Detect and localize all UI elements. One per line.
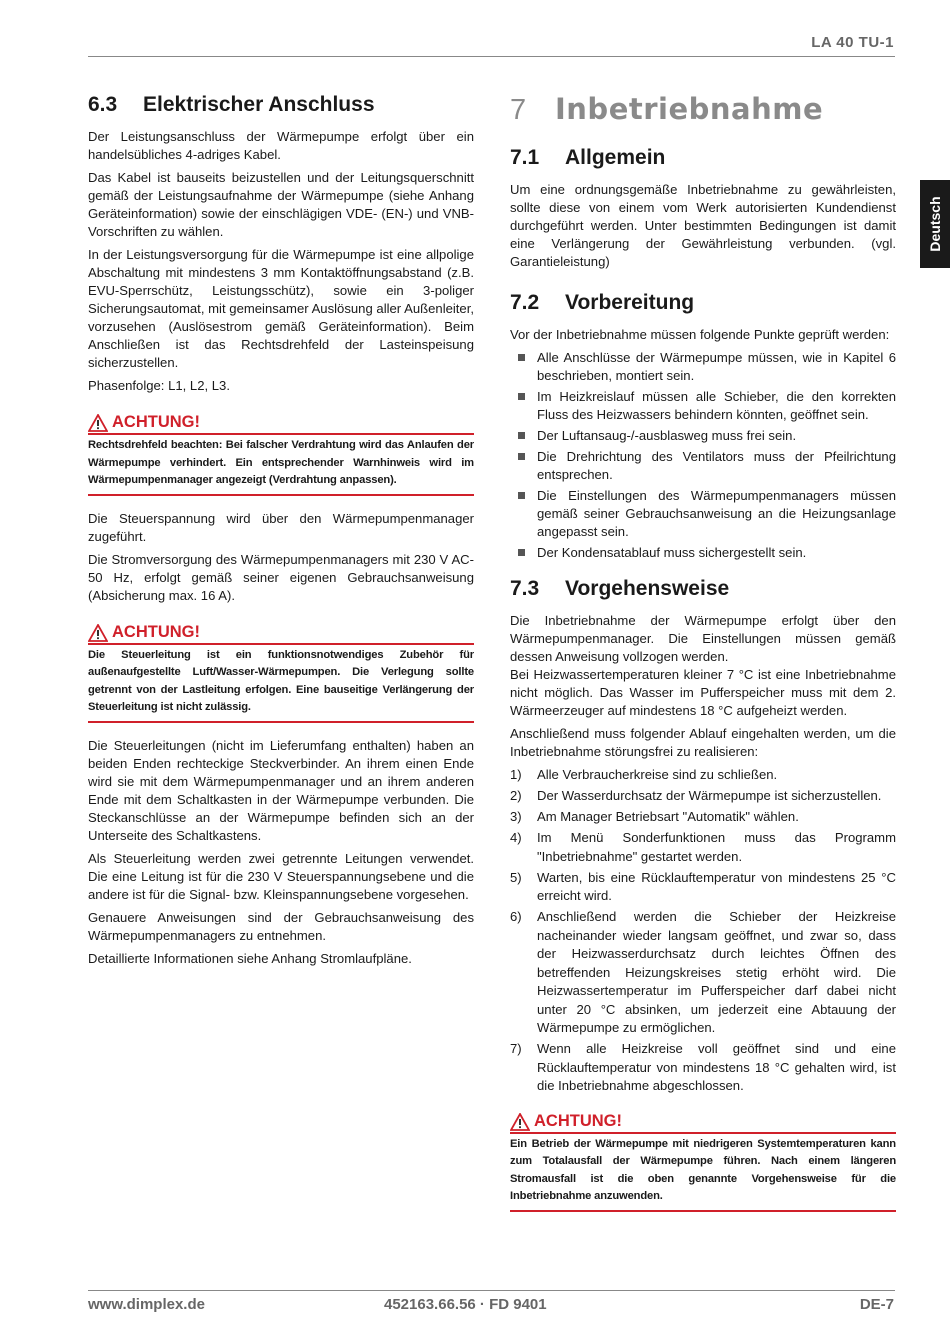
warning-title: ACHTUNG! bbox=[112, 622, 200, 641]
list-item bbox=[510, 808, 896, 827]
paragraph: Das Kabel ist bauseits beizustellen und der Leitungsquerschnitt gemäß der Leistungsaufnahme der Wärmepumpe (siehe Anhang Geräteinformation) sowie der einschlägigen VDE- (EN-) und VNB-Vorschriften zu wählen. bbox=[88, 170, 474, 239]
step-number: 1) bbox=[510, 767, 522, 782]
list-item-text: Alle Anschlüsse der Wärmepumpe müssen, wie in Kapitel 6 beschrieben, montiert sein. bbox=[537, 350, 896, 383]
footer-page-number: DE-7 bbox=[859, 1296, 894, 1313]
warning-title: ACHTUNG! bbox=[112, 413, 200, 431]
paragraph: Als Steuerleitung werden zwei getrennte Leitungen verwendet. Die eine Leitung ist für die 230 V Steuerspannungsebene und die andere ist für die Signal- bzw. Kleinspannungsebene vorgesehen. bbox=[88, 850, 474, 902]
square-bullet-icon bbox=[518, 393, 525, 400]
step-text: Wenn alle Heizkreise voll geöffnet sind und eine Rücklauftemperatur von mindestens 18 °C gehalten wird, ist die Inbetriebnahme abgeschlossen. bbox=[537, 1041, 896, 1093]
list-item bbox=[510, 349, 896, 385]
paragraph: Die Stromversorgung des Wärmepumpenmanagers mit 230 V AC-50 Hz, erfolgt gemäß seiner eigenen Gebrauchsanweisung (Absicherung max. 16 A). bbox=[88, 551, 474, 603]
step-number: 2) bbox=[510, 788, 522, 803]
section-number: 7.1 bbox=[510, 146, 540, 169]
step-text: Alle Verbraucherkreise sind zu schließen. bbox=[537, 767, 778, 782]
step-number: 5) bbox=[510, 869, 522, 885]
step-number: 6) bbox=[510, 909, 522, 924]
section-title: Elektrischer Anschluss bbox=[143, 93, 375, 116]
section-heading bbox=[510, 145, 896, 171]
warning-text: Die Steuerleitung ist ein funktionsnotwendiges Zubehör für außenaufgestellte Luft/Wasser-Wärmepumpen. Die Verlegung sollte getrennt von der Lastleitung erfolgen. Eine bauseitige Verlängerung der Steuerleitung ist nicht zulässig. bbox=[88, 645, 474, 723]
footer-rule bbox=[88, 1290, 895, 1291]
list-item-text: Die Einstellungen des Wärmepumpenmanagers müssen gemäß seiner Gebrauchsanweisung an die Heizungsanlage angepasst sein. bbox=[537, 488, 896, 539]
list-item bbox=[510, 544, 896, 562]
section-number: 7.3 bbox=[510, 577, 540, 600]
paragraph: Die Steuerspannung wird über den Wärmepumpenmanager zugeführt. bbox=[88, 510, 474, 544]
list-item bbox=[510, 388, 896, 424]
step-text: Anschließend werden die Schieber der Heizkreise nacheinander wieder langsam geöffnet, und zwar so, dass der Heizwasserdurchsatz durch leichtes Öffnen des betreffenden Heizungskreises stetig erhöht wird. Die Heizwassertemperatur im Pufferspeicher darf dabei nicht unter 20 °C absinken, um jederzeit eine Abtauung der Wärmepumpe zu ermöglichen. bbox=[537, 909, 896, 1035]
warning-box bbox=[88, 413, 474, 496]
list-item bbox=[510, 448, 896, 484]
list-item bbox=[510, 427, 896, 445]
warning-box bbox=[510, 1112, 896, 1212]
list-item bbox=[510, 829, 896, 866]
right-column bbox=[510, 92, 896, 1226]
warning-triangle-icon bbox=[88, 624, 108, 642]
paragraph: Der Leistungsanschluss der Wärmepumpe erfolgt über ein handelsübliches 4-adriges Kabel. bbox=[88, 129, 474, 162]
warning-header bbox=[88, 413, 474, 435]
list-item bbox=[510, 1040, 896, 1096]
square-bullet-icon bbox=[518, 492, 525, 499]
chapter-heading bbox=[510, 92, 896, 127]
section-title: Allgemein bbox=[565, 146, 666, 169]
square-bullet-icon bbox=[518, 453, 525, 460]
chapter-number: 7 bbox=[510, 94, 527, 126]
paragraph: Vor der Inbetriebnahme müssen folgende Punkte geprüft werden: bbox=[510, 327, 890, 342]
list-item bbox=[510, 766, 896, 785]
footer-website: www.dimplex.de bbox=[88, 1296, 205, 1313]
paragraph: Detaillierte Informationen siehe Anhang Stromlaufpläne. bbox=[88, 950, 412, 966]
paragraph: Bei Heizwassertemperaturen kleiner 7 °C ist eine Inbetriebnahme nicht möglich. Das Wasser im Pufferspeicher muss mit dem 2. Wärmeerzeuger auf mindestens 18 °C aufgeheizt werden. bbox=[510, 667, 896, 718]
section-heading bbox=[510, 576, 896, 602]
section-heading bbox=[510, 290, 896, 316]
footer-doc-number: 452163.66.56 · FD 9401 bbox=[384, 1296, 547, 1313]
paragraph: In der Leistungsversorgung für die Wärmepumpe ist eine allpolige Abschaltung mit mindestens 3 mm Kontaktöffnungsabstand (z.B. EVU-Sperrschütz, Leistungsschütz), sowie ein 3-poliger Sicherungsautomat, mit gemeinsamer Auslösung aller Außenleiter, vorzusehen (Auslösestrom gemäß Geräteinformation). Beim Anschließen ist das Rechtsdrehfeld der Lasteinspeisung sicherzustellen. bbox=[88, 247, 474, 370]
paragraph: Die Inbetriebnahme der Wärmepumpe erfolgt über den Wärmepumpenmanager. Die Einstellungen müssen gemäß dessen Anweisung vollzogen werden. bbox=[510, 613, 896, 664]
warning-text: Ein Betrieb der Wärmepumpe mit niedrigeren Systemtemperaturen kann zum Totalausfall der Wärmepumpe führen. Nach einem längeren Stromausfall ist die oben genannte Vorgehensweise für die Inbetriebnahme anzuwenden. bbox=[510, 1134, 896, 1212]
step-text: Der Wasserdurchsatz der Wärmepumpe ist sicherzustellen. bbox=[537, 788, 882, 803]
list-item bbox=[510, 787, 896, 806]
list-item-text: Der Kondensatablauf muss sichergestellt sein. bbox=[537, 545, 807, 560]
step-number: 7) bbox=[510, 1041, 522, 1056]
warning-text: Rechtsdrehfeld beachten: Bei falscher Verdrahtung wird das Anlaufen der Wärmepumpe verhindert. Ein entsprechender Warnhinweis wird im Wärmepumpenmanager angezeigt (Verdrahtung anpassen). bbox=[88, 435, 474, 496]
left-column bbox=[88, 92, 474, 973]
square-bullet-icon bbox=[518, 549, 525, 556]
section-number: 6.3 bbox=[88, 93, 118, 116]
section-number: 7.2 bbox=[510, 291, 540, 314]
warning-box bbox=[88, 623, 474, 723]
checklist bbox=[510, 349, 896, 562]
list-item bbox=[510, 487, 896, 541]
chapter-title: Inbetriebnahme bbox=[555, 92, 824, 126]
step-number: 3) bbox=[510, 809, 522, 824]
square-bullet-icon bbox=[518, 432, 525, 439]
section-heading bbox=[88, 92, 474, 118]
section-title: Vorbereitung bbox=[565, 291, 695, 314]
paragraph: Um eine ordnungsgemäße Inbetriebnahme zu gewährleisten, sollte diese von einem vom Werk autorisierten Kundendienst durchgeführt werden. Unter bestimmten Bedingungen ist damit eine Verlängerung der Gewährleistung verbunden. (vgl. Garantieleistung) bbox=[510, 182, 896, 269]
language-tab bbox=[920, 180, 950, 268]
warning-header bbox=[510, 1112, 896, 1134]
warning-triangle-icon bbox=[510, 1113, 530, 1131]
warning-header bbox=[88, 623, 474, 645]
warning-title: ACHTUNG! bbox=[534, 1111, 622, 1130]
list-item-text: Im Heizkreislauf müssen alle Schieber, die den korrekten Fluss des Heizwassers behindern könnten, geöffnet sein. bbox=[537, 389, 896, 422]
step-text: Am Manager Betriebsart "Automatik" wählen. bbox=[537, 809, 799, 824]
list-item bbox=[510, 869, 896, 906]
header-rule bbox=[88, 56, 895, 57]
paragraph: Anschließend muss folgender Ablauf eingehalten werden, um die Inbetriebnahme störungsfrei zu realisieren: bbox=[510, 726, 896, 759]
document-model: LA 40 TU-1 bbox=[811, 34, 894, 51]
procedure-steps bbox=[510, 766, 896, 1096]
step-number: 4) bbox=[510, 830, 522, 845]
square-bullet-icon bbox=[518, 354, 525, 361]
paragraph: Phasenfolge: L1, L2, L3. bbox=[88, 378, 230, 393]
list-item-text: Der Luftansaug-/-ausblasweg muss frei sein. bbox=[537, 428, 797, 443]
list-item-text: Die Drehrichtung des Ventilators muss der Pfeilrichtung entsprechen. bbox=[537, 449, 896, 482]
paragraph: Genauere Anweisungen sind der Gebrauchsanweisung des Wärmepumpenmanagers zu entnehmen. bbox=[88, 909, 474, 943]
paragraph: Die Steuerleitungen (nicht im Lieferumfang enthalten) haben an beiden Enden rechteckige Steckverbinder. An ihrem einen Ende wird sie mit dem Wärmepumpenmanager und an ihrem anderen Ende mit dem Schaltkasten in der Wärmepumpe verbunden. Die Steckanschlüsse an der Wärmepumpe befinden sich an der Unterseite des Schaltkastens. bbox=[88, 737, 474, 843]
step-text: Warten, bis eine Rücklauftemperatur von mindestens 25 °C erreicht wird. bbox=[537, 869, 896, 903]
list-item bbox=[510, 908, 896, 1038]
step-text: Im Menü Sonderfunktionen muss das Programm "Inbetriebnahme" gestartet werden. bbox=[537, 830, 896, 864]
section-title: Vorgehensweise bbox=[565, 577, 730, 600]
warning-triangle-icon bbox=[88, 414, 108, 432]
language-tab-label: Deutsch bbox=[927, 196, 943, 252]
